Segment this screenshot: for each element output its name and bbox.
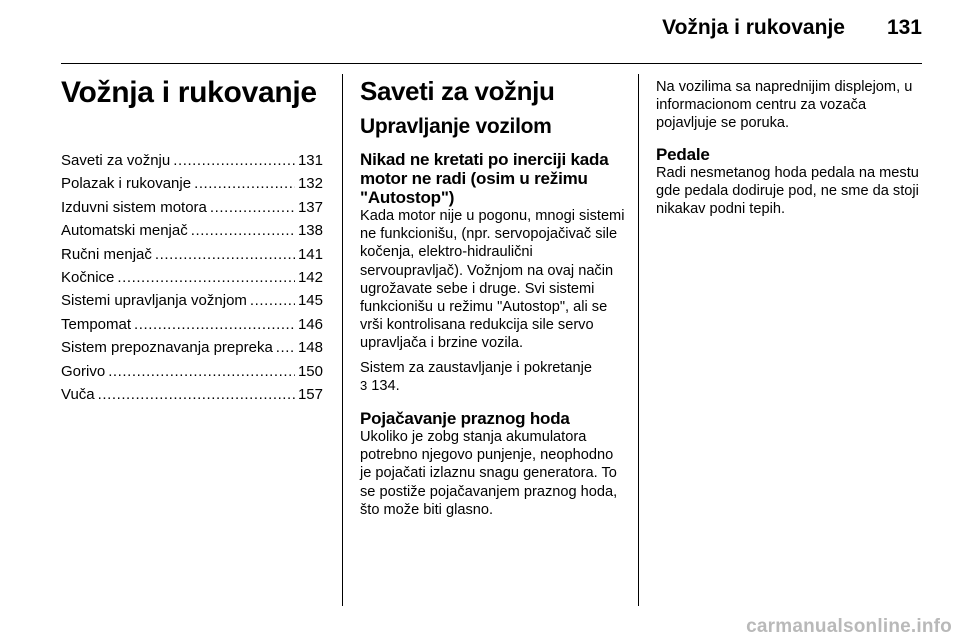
paragraph-idle-boost: Ukoliko je zobg stanja akumulatora potrebno njegovo punjenje, neophodno je pojačati izlaznu snagu generatora. To se postiže pojačavanjem praznog hoda, što može biti glasno.	[360, 429, 618, 518]
section-column	[360, 76, 628, 519]
toc-leader-dots	[276, 339, 295, 356]
toc-entry-title: Tempomat	[61, 315, 132, 333]
toc-entry-page: 138	[297, 222, 323, 240]
toc-entry[interactable]	[61, 222, 323, 245]
section-title: Saveti za vožnju	[360, 76, 555, 106]
toc-entry-title: Sistem prepoznavanja prepreka	[61, 339, 273, 357]
header-title: Vožnja i rukovanje	[662, 16, 845, 39]
toc-leader-dots	[108, 363, 295, 380]
toc-entry-page: 142	[297, 268, 323, 286]
toc-entry-title: Gorivo	[61, 362, 106, 380]
toc-entry-page: 157	[297, 385, 323, 403]
paragraph-coasting: Kada motor nije u pogonu, mnogi sistemi ne funkcionišu, (npr. servopojačivač sile kočenja, elektro-hidraulični servoupravljač). Vožnjom na ovaj način ugrožavate sebe i druge. Svi sistemi funkcionišu u režimu "Autostop", ali se vrši kontrolisana redukcija sile servo upravljača i brzine vozila.	[360, 208, 625, 352]
toc-entry[interactable]	[61, 152, 323, 175]
toc-entry-page: 132	[297, 175, 323, 193]
paragraph-pedals: Radi nesmetanog hoda pedala na mestu gde pedala dodiruje pod, ne sme da stoji nikakav podni tepih.	[656, 164, 919, 218]
toc-entry[interactable]	[61, 339, 323, 362]
toc-entry-title: Izduvni sistem motora	[61, 198, 207, 216]
toc-entry[interactable]	[61, 316, 323, 339]
toc-entry-page: 148	[297, 339, 323, 357]
toc-entry-title: Automatski menjač	[61, 222, 188, 240]
toc-entry-title: Polazak i rukovanje	[61, 175, 192, 193]
toc-entry[interactable]	[61, 175, 323, 198]
toc-entry-page: 131	[297, 152, 323, 169]
column-divider-2	[638, 74, 639, 606]
toc-leader-dots	[250, 292, 295, 309]
header-page-number: 131	[886, 16, 922, 39]
toc-entry[interactable]	[61, 363, 323, 386]
toc-entry-title: Kočnice	[61, 268, 115, 286]
continuation-column	[656, 78, 926, 218]
topic-heading-idle-boost: Pojačavanje praznog hoda	[360, 409, 570, 429]
ref-page: 134.	[371, 377, 400, 394]
toc-entry[interactable]	[61, 386, 323, 409]
paragraph-display-message: Na vozilima sa naprednijim displejom, u informacionom centru za vozača pojavljuje se poruka.	[656, 79, 913, 132]
toc-entry[interactable]	[61, 246, 323, 269]
toc-entry-page: 146	[297, 315, 323, 333]
watermark-text: carmanualsonline.info	[746, 616, 952, 637]
topic-heading-pedals: Pedale	[656, 144, 710, 164]
toc-entry-page: 137	[297, 198, 323, 216]
toc-entry-title: Sistemi upravljanja vožnjom	[61, 292, 247, 310]
running-header	[662, 16, 922, 40]
column-divider-1	[342, 74, 343, 606]
paragraph-stop-start-ref	[360, 359, 628, 395]
toc-entry-page: 145	[297, 292, 323, 310]
toc-entry-page: 150	[297, 362, 323, 380]
toc-entry[interactable]	[61, 292, 323, 315]
section-subtitle: Upravljanje vozilom	[360, 115, 552, 138]
toc-leader-dots	[155, 246, 295, 263]
toc-entry[interactable]	[61, 269, 323, 292]
toc-entry-page: 141	[297, 245, 323, 263]
toc-leader-dots	[98, 386, 295, 403]
toc-entry-title: Vuča	[61, 385, 95, 403]
toc-leader-dots	[117, 269, 295, 286]
chapter-title: Vožnja i rukovanje	[61, 76, 317, 109]
toc-entry-title: Saveti za vožnju	[61, 152, 171, 169]
toc-leader-dots	[134, 316, 295, 333]
ref-text: Sistem za zaustavljanje i pokretanje	[360, 359, 592, 376]
toc-leader-dots	[191, 222, 295, 239]
toc-leader-dots	[173, 152, 295, 169]
toc-entry-title: Ručni menjač	[61, 245, 152, 263]
toc-leader-dots	[194, 175, 295, 192]
toc-leader-dots	[210, 199, 295, 216]
table-of-contents	[61, 152, 323, 409]
toc-entry[interactable]	[61, 199, 323, 222]
cross-reference-arrow-icon: 3	[360, 377, 368, 393]
header-rule	[61, 63, 922, 64]
topic-heading-coasting: Nikad ne kretati po inerciji kada motor ne radi (osim u režimu "Autostop")	[360, 150, 609, 207]
